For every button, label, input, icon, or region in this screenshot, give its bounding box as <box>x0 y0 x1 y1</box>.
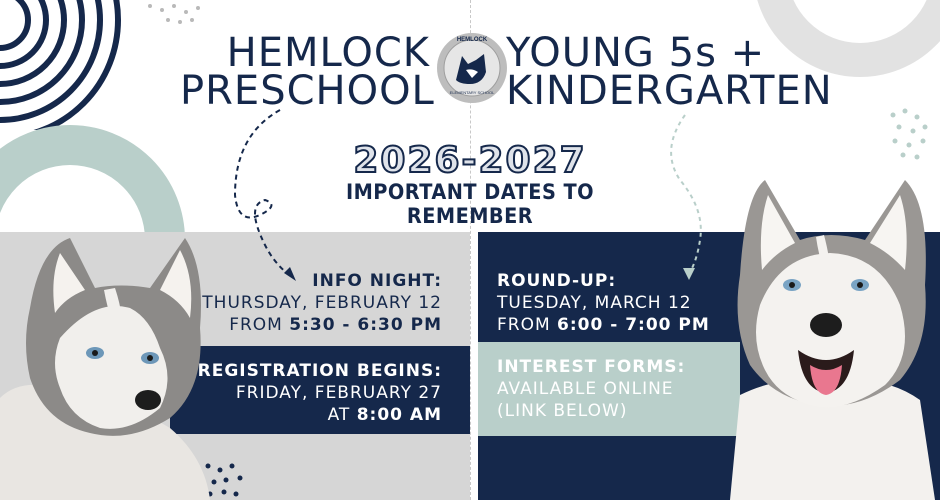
info-night-time: FROM 5:30 - 6:30 PM <box>229 315 442 335</box>
info-night-heading: INFO NIGHT: <box>312 271 442 291</box>
round-up-date: TUESDAY, MARCH 12 <box>497 293 692 313</box>
preschool-title-line1: HEMLOCK <box>226 30 430 76</box>
dots-decoration-right <box>885 105 935 165</box>
interest-forms-availability: AVAILABLE ONLINE <box>497 379 674 399</box>
round-up-heading: ROUND-UP: <box>497 271 617 291</box>
info-night-event <box>180 270 442 336</box>
interest-forms-link-note: (LINK BELOW) <box>497 401 628 421</box>
important-dates-subtitle: IMPORTANT DATES TO REMEMBER <box>345 180 595 228</box>
dashed-arrow-right <box>655 110 715 285</box>
round-up-time: FROM 6:00 - 7:00 PM <box>497 315 710 335</box>
round-up-event <box>497 270 737 336</box>
registration-date: FRIDAY, FEBRUARY 27 <box>235 383 442 403</box>
interest-forms-heading: INTEREST FORMS: <box>497 357 686 377</box>
kindergarten-title-line1: YOUNG 5s + <box>506 30 766 76</box>
dots-decoration-top <box>140 0 220 30</box>
interest-forms-event <box>497 356 737 422</box>
kindergarten-title <box>506 30 833 114</box>
school-year: 2026-2027 <box>353 140 587 181</box>
info-night-date: THURSDAY, FEBRUARY 12 <box>202 293 442 313</box>
kindergarten-title-line2: KINDERGARTEN <box>506 68 833 114</box>
preschool-title-line2: PRESCHOOL <box>180 68 435 114</box>
husky-puppy-right-image <box>720 175 940 500</box>
logo-text-bottom: ELEMENTARY SCHOOL <box>449 90 495 95</box>
preschool-title <box>180 30 435 114</box>
registration-heading: REGISTRATION BEGINS: <box>197 361 442 381</box>
logo-text-top: HEMLOCK <box>456 37 488 43</box>
registration-time: AT 8:00 AM <box>327 405 442 425</box>
hemlock-logo <box>436 32 508 104</box>
registration-event <box>180 360 442 426</box>
